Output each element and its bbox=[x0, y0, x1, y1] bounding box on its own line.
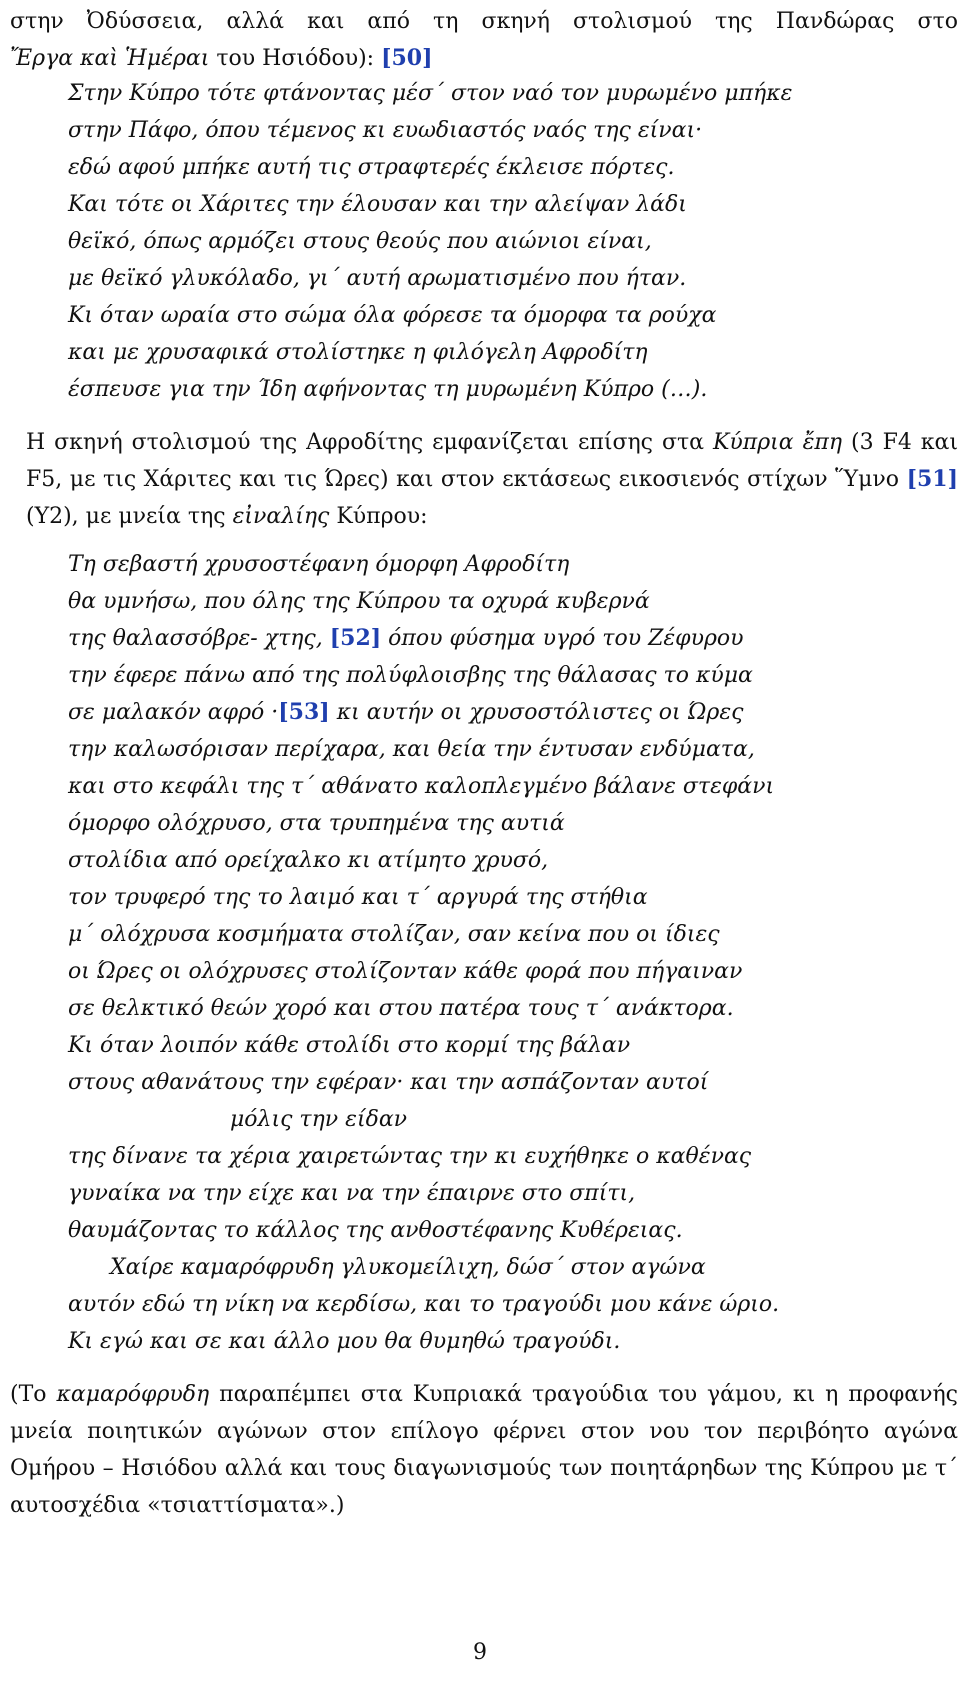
poem-line: στην Πάφο, όπου τέμενος κι ευωδιαστός ναός της είναι· bbox=[68, 118, 703, 143]
poem-line: της δίνανε τα χέρια χαιρετώντας την κι ευχήθηκε ο καθένας bbox=[68, 1144, 752, 1169]
footnote-ref-52[interactable]: [52] bbox=[329, 625, 382, 651]
poem-line: μόλις την είδαν bbox=[230, 1107, 408, 1132]
poem-line: εδώ αφού μπήκε αυτή τις στραφτερές έκλεισε πόρτες. bbox=[68, 155, 675, 180]
poem-line: Και τότε οι Χάριτες την έλουσαν και την αλείψαν λάδι bbox=[68, 192, 687, 217]
poem-line: σε θελκτικό θεών χορό και στου πατέρα τους τ΄ ανάκτορα. bbox=[68, 996, 734, 1021]
poem-line: Στην Κύπρο τότε φτάνοντας μέσ΄ στον ναό τον μυρωμένο μπήκε bbox=[68, 81, 793, 106]
closing-paragraph: (Το καμαρόφρυδη παραπέμπει στα Κυπριακά τραγούδια του γάμου, κι η προφανής μνεία ποιητικών αγώνων στον επίλογο φέρνει στον νου τον περιβόητο αγώνα Ομήρου – Ησιόδου αλλά και τους διαγωνισμούς των ποιητάρηδων της Κύπρου με τ΄ αυτοσχέδια «τσιαττίσματα».) bbox=[10, 1382, 959, 1518]
poem-line: όμορφο ολόχρυσο, στα τρυπημένα της αυτιά bbox=[68, 811, 565, 836]
poem-line: και με χρυσαφικά στολίστηκε η φιλόγελη Αφροδίτη bbox=[68, 340, 648, 365]
poem-line: και στο κεφάλι της τ΄ αθάνατο καλοπλεγμένο βάλανε στεφάνι bbox=[68, 774, 775, 799]
poem-line: στολίδια από ορείχαλκο κι ατίμητο χρυσό, bbox=[68, 848, 549, 873]
intro-line-2: Ἔργα καὶ Ἡμέραι του Ησιόδου): [50] bbox=[10, 45, 433, 71]
middle-paragraph: Η σκηνή στολισμού της Αφροδίτης εμφανίζεται επίσης στα Κύπρια ἔπη (3 F4 και F5, με τις Χάριτες και τις Ώρες) και στον εκτάσεως εικοσιενός στίχων Ὕμνο [51] (Υ2), με μνεία της εἰναλίης Κύπρου: bbox=[26, 430, 959, 529]
poem-line: με θεϊκό γλυκόλαδο, γι΄ αυτή αρωματισμένο που ήταν. bbox=[68, 266, 687, 291]
poem-line: αυτόν εδώ τη νίκη να κερδίσω, και το τραγούδι μου κάνε ώριο. bbox=[68, 1292, 780, 1317]
poem-line: θεϊκό, όπως αρμόζει στους θεούς που αιώνιοι είναι, bbox=[68, 229, 652, 254]
poem-line: Κι εγώ και σε και άλλο μου θα θυμηθώ τραγούδι. bbox=[68, 1329, 621, 1354]
poem-line: τον τρυφερό της το λαιμό και τ΄ αργυρά της στήθια bbox=[68, 885, 648, 910]
poem-line: μ΄ ολόχρυσα κοσμήματα στολίζαν, σαν κείνα που οι ίδιες bbox=[68, 922, 720, 947]
kamarofrydi-term: καμαρόφρυδη bbox=[56, 1382, 210, 1407]
poem-line: Τη σεβαστή χρυσοστέφανη όμορφη Αφροδίτη bbox=[68, 552, 570, 577]
works-title: Ἔργα καὶ Ἡμέραι bbox=[10, 46, 210, 71]
poem-line: την έφερε πάνω από της πολύφλοισβης της θάλασας το κύμα bbox=[68, 663, 753, 688]
poem-line: Κι όταν λοιπόν κάθε στολίδι στο κορμί της βάλαν bbox=[68, 1033, 631, 1058]
intro-line-1: στην Ὀδύσσεια, αλλά και από τη σκηνή στολισμού της Πανδώρας στο bbox=[10, 9, 958, 34]
poem-quote-2 bbox=[68, 546, 948, 1360]
poem-line: θα υμνήσω, που όλης της Κύπρου τα οχυρά κυβερνά bbox=[68, 589, 650, 614]
poem-line: έσπευσε για την Ίδη αφήνοντας τη μυρωμένη Κύπρο (…). bbox=[68, 377, 708, 402]
poem-line: στους αθανάτους την εφέραν· και την ασπάζονταν αυτοί bbox=[68, 1070, 709, 1095]
poem-quote-1 bbox=[68, 75, 948, 408]
poem-line: οι Ώρες οι ολόχρυσες στολίζονταν κάθε φορά που πήγαιναν bbox=[68, 959, 743, 984]
poem-line: Κι όταν ωραία στο σώμα όλα φόρεσε τα όμορφα τα ρούχα bbox=[68, 303, 717, 328]
poem-line: σε μαλακόν αφρό ·[53] κι αυτήν οι χρυσοστόλιστες οι Ώρες bbox=[68, 699, 744, 725]
footnote-ref-50[interactable]: [50] bbox=[381, 45, 433, 71]
page-number: 9 bbox=[473, 1640, 487, 1665]
poem-line: της θαλασσόβρε- χτης, [52] όπου φύσημα υγρό του Ζέφυρου bbox=[68, 625, 744, 651]
poem-line: θαυμάζοντας το κάλλος της ανθοστέφανης Κυθέρειας. bbox=[68, 1218, 683, 1243]
poem-line: Χαίρε καμαρόφρυδη γλυκομείλιχη, δώσ΄ στον αγώνα bbox=[110, 1255, 706, 1280]
poem-line: γυναίκα να την είχε και να την έπαιρνε στο σπίτι, bbox=[68, 1181, 636, 1206]
intro-paragraph bbox=[10, 3, 958, 77]
footnote-ref-51[interactable]: [51] bbox=[906, 466, 959, 492]
footnote-ref-53[interactable]: [53] bbox=[278, 699, 330, 725]
kypria-title: Κύπρια ἔπη bbox=[712, 430, 843, 455]
poem-line: την καλωσόρισαν περίχαρα, και θεία την έντυσαν ενδύματα, bbox=[68, 737, 755, 762]
